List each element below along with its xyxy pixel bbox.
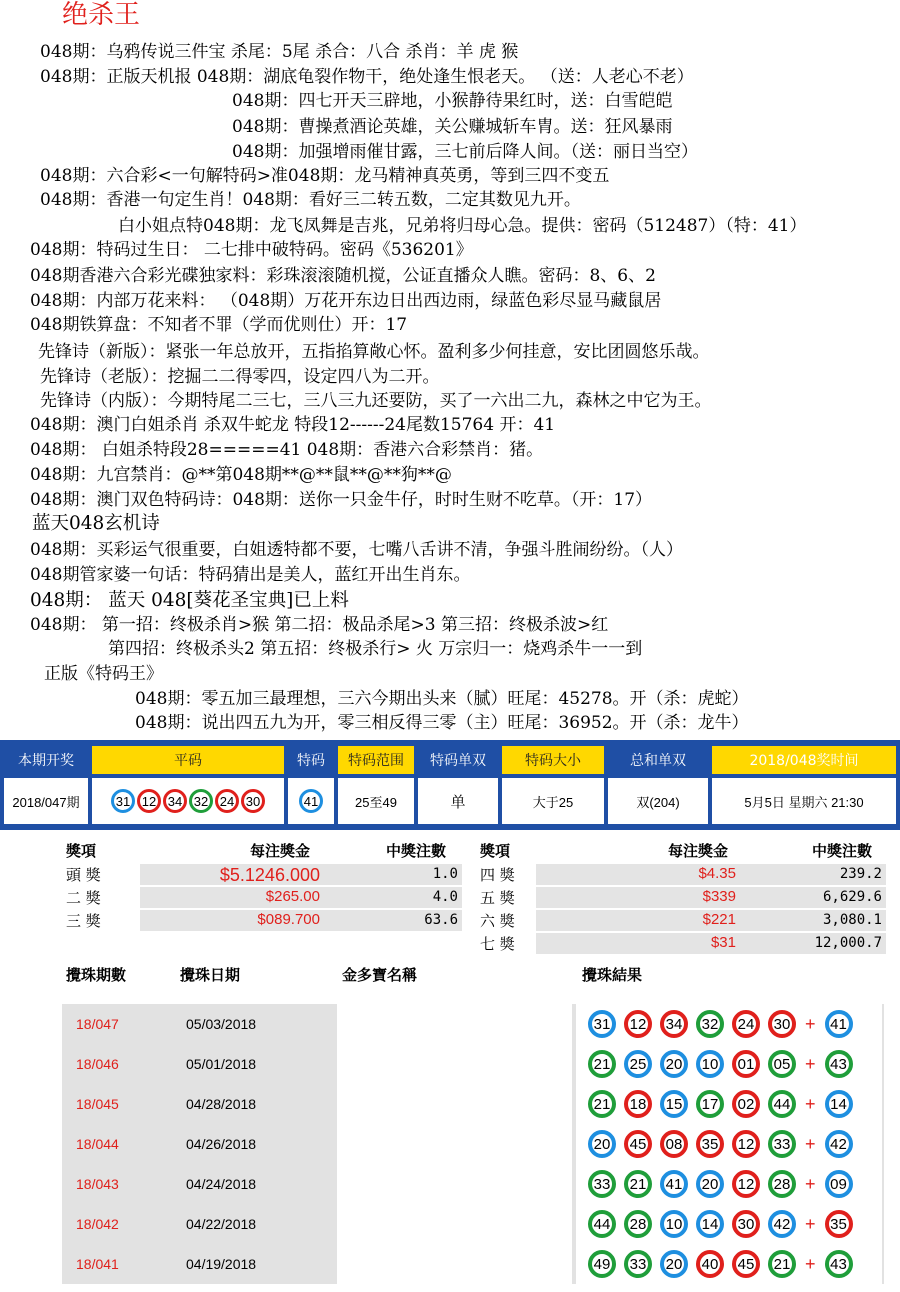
lottery-ball: 25 — [624, 1050, 652, 1078]
history-period: 18/045 — [76, 1096, 119, 1112]
history-date: 04/22/2018 — [186, 1216, 257, 1232]
plus-sign: + — [805, 1253, 816, 1274]
history-balls — [576, 1084, 882, 1124]
tip-line: 蓝天048玄机诗 — [32, 513, 160, 534]
header-range: 特码范围 — [338, 746, 414, 774]
history-header-date: 攪珠日期 — [180, 966, 241, 984]
header-current-draw: 本期开奖 — [4, 746, 88, 774]
prize-name: 頭 獎 — [66, 866, 101, 884]
prize-amount: $31 — [710, 934, 736, 951]
lottery-ball: 24 — [732, 1010, 760, 1038]
lottery-ball: 31 — [588, 1010, 616, 1038]
prize-amount: $089.700 — [257, 911, 320, 928]
plus-sign: + — [805, 1213, 816, 1234]
history-row — [62, 1044, 884, 1084]
tip-line: 第四招：终极杀头2 第五招：终极杀行> 火 万宗归一：烧鸡杀牛一一到 — [108, 639, 643, 659]
lottery-ball: 14 — [696, 1210, 724, 1238]
lottery-ball: 34 — [163, 789, 187, 813]
history-date: 04/19/2018 — [186, 1256, 257, 1272]
lottery-ball: 20 — [588, 1130, 616, 1158]
tip-line: 048期：买彩运气很重要，白姐透特都不要，七嘴八舌讲不清，争强斗胜闹纷纷。（人） — [30, 540, 683, 560]
history-balls — [576, 1204, 882, 1244]
lottery-ball: 44 — [768, 1090, 796, 1118]
lottery-ball: 28 — [624, 1210, 652, 1238]
lottery-ball: 12 — [624, 1010, 652, 1038]
lottery-ball: 15 — [660, 1090, 688, 1118]
lottery-ball: 20 — [696, 1170, 724, 1198]
special-ball-cell — [288, 778, 334, 824]
history-header-result: 攪珠結果 — [582, 966, 643, 984]
lottery-ball: 10 — [696, 1050, 724, 1078]
big-small-value: 大于25 — [502, 778, 604, 824]
lottery-ball: 10 — [660, 1210, 688, 1238]
lottery-ball: 49 — [588, 1250, 616, 1278]
lottery-ball: 32 — [189, 789, 213, 813]
lottery-ball: 12 — [137, 789, 161, 813]
prize-header-count-left: 中獎注數 — [386, 844, 447, 860]
tip-line: 048期：特码过生日： 二七排中破特码。密码《536201》 — [30, 240, 473, 260]
history-balls — [576, 1244, 882, 1284]
draw-period: 2018/047期 — [4, 778, 88, 824]
lottery-ball: 33 — [588, 1170, 616, 1198]
history-balls — [576, 1004, 882, 1044]
lottery-ball: 33 — [768, 1130, 796, 1158]
lottery-ball: 24 — [215, 789, 239, 813]
lottery-ball: 12 — [732, 1170, 760, 1198]
lottery-ball: 42 — [825, 1130, 853, 1158]
history-row — [62, 1004, 884, 1044]
header-sum-odd-even: 总和单双 — [608, 746, 708, 774]
tip-line: 048期：香港一句定生肖！048期：看好三二转五数，二定其数见九开。 — [40, 190, 581, 210]
history-date: 04/28/2018 — [186, 1096, 257, 1112]
history-period: 18/047 — [76, 1016, 119, 1032]
history-row — [62, 1124, 884, 1164]
plus-sign: + — [805, 1093, 816, 1114]
history-period: 18/043 — [76, 1176, 119, 1192]
prize-header-count-right: 中獎注數 — [812, 844, 873, 860]
history-balls — [576, 1044, 882, 1084]
history-name-cell — [337, 1204, 572, 1244]
lottery-ball: 40 — [696, 1250, 724, 1278]
lottery-ball: 02 — [732, 1090, 760, 1118]
history-name-cell — [337, 1164, 572, 1204]
prize-name: 三 獎 — [66, 912, 101, 930]
sum-odd-even-value: 双(204) — [608, 778, 708, 824]
prize-header-name-left: 獎項 — [66, 844, 97, 860]
tip-line: 048期： 蓝天 048[葵花圣宝典]已上料 — [30, 590, 349, 611]
tip-line: 048期：零五加三最理想，三六今期出头来（腻）旺尾：45278。开（杀：虎蛇） — [135, 689, 749, 709]
tip-line: 先锋诗（新版）：紧张一年总放开，五指掐算敞心怀。盈利多少何挂意，安比团圆悠乐哉。 — [38, 342, 710, 362]
prize-amount: $5.1246.000 — [219, 865, 320, 885]
tip-line: 048期：澳门双色特码诗：048期：送你一只金牛仔，时时生财不吃草。（开：17） — [30, 490, 653, 510]
prize-count: 3,080.1 — [822, 912, 882, 928]
tip-line: 048期：曹操煮酒论英雄，关公赚城斩车胄。送：狂风暴雨 — [232, 117, 673, 137]
prize-count: 63.6 — [424, 912, 458, 928]
prize-name: 七 獎 — [480, 935, 515, 953]
history-row — [62, 1244, 884, 1284]
prize-name: 五 獎 — [480, 889, 515, 907]
draw-result-table — [0, 740, 900, 830]
tip-line: 048期香港六合彩光碟独家料：彩珠滚滚随机搅，公证直播众人瞧。密码：8、6、2 — [30, 266, 656, 286]
tip-line: 048期：乌鸦传说三件宝 杀尾：5尾 杀合：八合 杀肖：羊 虎 猴 — [40, 42, 519, 62]
history-name-cell — [337, 1004, 572, 1044]
tip-line: 048期管家婆一句话：特码猜出是美人，蓝红开出生肖东。 — [30, 565, 471, 585]
history-row — [62, 1204, 884, 1244]
prize-header-name-right: 獎項 — [480, 844, 511, 860]
header-regular: 平码 — [92, 746, 284, 774]
history-date: 04/24/2018 — [186, 1176, 257, 1192]
lottery-ball: 21 — [588, 1050, 616, 1078]
history-period: 18/046 — [76, 1056, 119, 1072]
tip-line: 048期：四七开天三辟地，小猴静待果红时，送：白雪皑皑 — [232, 91, 673, 111]
lottery-ball: 45 — [624, 1130, 652, 1158]
history-name-cell — [337, 1244, 572, 1284]
lottery-ball: 01 — [732, 1050, 760, 1078]
lottery-ball: 34 — [660, 1010, 688, 1038]
lottery-ball: 09 — [825, 1170, 853, 1198]
tip-line: 048期：说出四五九为开，零三相反得三零（主）旺尾：36952。开（杀：龙牛） — [135, 713, 749, 733]
lottery-ball: 41 — [660, 1170, 688, 1198]
lottery-ball: 43 — [825, 1250, 853, 1278]
lottery-ball: 43 — [825, 1050, 853, 1078]
prize-count: 4.0 — [432, 889, 458, 905]
lottery-ball: 41 — [299, 789, 323, 813]
history-period: 18/041 — [76, 1256, 119, 1272]
history-date: 05/01/2018 — [186, 1056, 257, 1072]
plus-sign: + — [805, 1173, 816, 1194]
lottery-ball: 05 — [768, 1050, 796, 1078]
tip-line: 048期：六合彩<一句解特码>准048期：龙马精神真英勇，等到三四不变五 — [40, 166, 610, 186]
prize-count: 239.2 — [839, 866, 882, 882]
lottery-ball: 35 — [825, 1210, 853, 1238]
lottery-ball: 18 — [624, 1090, 652, 1118]
tip-line: 048期：九宫禁肖：@**第048期**@**鼠**@**狗**@ — [30, 465, 452, 485]
header-big-small: 特码大小 — [502, 746, 604, 774]
history-row — [62, 1164, 884, 1204]
prize-header-amount-right: 每注獎金 — [668, 844, 729, 860]
lottery-ball: 21 — [624, 1170, 652, 1198]
plus-sign: + — [805, 1053, 816, 1074]
header-odd-even: 特码单双 — [418, 746, 498, 774]
lottery-ball: 41 — [825, 1010, 853, 1038]
lottery-ball: 35 — [696, 1130, 724, 1158]
range-value: 25至49 — [338, 778, 414, 824]
lottery-ball: 30 — [732, 1210, 760, 1238]
prize-name: 二 獎 — [66, 889, 101, 907]
history-period: 18/042 — [76, 1216, 119, 1232]
lottery-ball: 12 — [732, 1130, 760, 1158]
history-name-cell — [337, 1124, 572, 1164]
prize-count: 6,629.6 — [822, 889, 882, 905]
tip-line: 048期： 白姐杀特段28=====41 048期：香港六合彩禁肖：猪。 — [30, 440, 544, 460]
lottery-ball: 21 — [588, 1090, 616, 1118]
history-period: 18/044 — [76, 1136, 119, 1152]
tip-line: 048期：加强增雨催甘露，三七前后降人间。（送：丽日当空） — [232, 142, 698, 162]
history-name-cell — [337, 1084, 572, 1124]
prize-name: 六 獎 — [480, 912, 515, 930]
plus-sign: + — [805, 1013, 816, 1034]
tip-line: 048期：正版天机报 048期：湖底龟裂作物干，绝处逢生恨老天。 （送：人老心不老） — [40, 67, 694, 87]
prize-amount: $4.35 — [698, 865, 736, 882]
history-header-name: 金多寶名稱 — [342, 966, 418, 984]
history-name-cell — [337, 1044, 572, 1084]
history-header-period: 攪珠期數 — [66, 966, 127, 984]
history-row — [62, 1084, 884, 1124]
lottery-ball: 20 — [660, 1050, 688, 1078]
history-date: 05/03/2018 — [186, 1016, 257, 1032]
tip-line: 先锋诗（老版）：挖掘二二得零四，设定四八为二开。 — [40, 367, 440, 387]
regular-balls — [92, 778, 284, 824]
lottery-ball: 33 — [624, 1250, 652, 1278]
prize-name: 四 獎 — [480, 866, 515, 884]
header-next-time: 2018/048奖时间 — [712, 746, 896, 774]
lottery-ball: 14 — [825, 1090, 853, 1118]
next-draw-time: 5月5日 星期六 21:30 — [712, 778, 896, 824]
odd-even-value: 单 — [418, 778, 498, 824]
lottery-ball: 17 — [696, 1090, 724, 1118]
lottery-ball: 30 — [768, 1010, 796, 1038]
lottery-ball: 44 — [588, 1210, 616, 1238]
tip-line: 048期：内部万花来料： （048期）万花开东边日出西边雨，绿蓝色彩尽显马藏鼠居 — [30, 291, 662, 311]
prize-count: 12,000.7 — [814, 935, 882, 951]
plus-sign: + — [805, 1133, 816, 1154]
lottery-ball: 42 — [768, 1210, 796, 1238]
lottery-ball: 08 — [660, 1130, 688, 1158]
tip-line: 048期铁算盘：不知者不罪（学而优则仕）开：17 — [30, 315, 408, 335]
page-title: 绝杀王 — [62, 0, 141, 30]
lottery-ball: 32 — [696, 1010, 724, 1038]
tip-line: 先锋诗（内版）：今期特尾二三七，三八三九还要防，买了一六出二九，森林之中它为王。 — [40, 391, 712, 411]
tip-line: 白小姐点特048期：龙飞凤舞是吉兆，兄弟将归母心急。提供：密码（512487）（特：41） — [118, 216, 807, 236]
history-date: 04/26/2018 — [186, 1136, 257, 1152]
header-special: 特码 — [288, 746, 334, 774]
prize-amount: $221 — [702, 911, 736, 928]
prize-amount: $339 — [702, 888, 736, 905]
lottery-ball: 20 — [660, 1250, 688, 1278]
history-balls — [576, 1164, 882, 1204]
prize-amount: $265.00 — [265, 888, 320, 905]
lottery-ball: 31 — [111, 789, 135, 813]
prize-header-amount-left: 每注獎金 — [250, 844, 311, 860]
lottery-ball: 21 — [768, 1250, 796, 1278]
history-balls — [576, 1124, 882, 1164]
tip-line: 048期： 第一招：终极杀肖>猴 第二招：极品杀尾>3 第三招：终极杀波>红 — [30, 615, 609, 635]
lottery-ball: 45 — [732, 1250, 760, 1278]
lottery-ball: 30 — [241, 789, 265, 813]
tip-line: 048期：澳门白姐杀肖 杀双牛蛇龙 特段12------24尾数15764 开：41 — [30, 415, 556, 435]
lottery-ball: 28 — [768, 1170, 796, 1198]
prize-count: 1.0 — [432, 866, 458, 882]
tip-line: 正版《特码王》 — [44, 664, 163, 684]
